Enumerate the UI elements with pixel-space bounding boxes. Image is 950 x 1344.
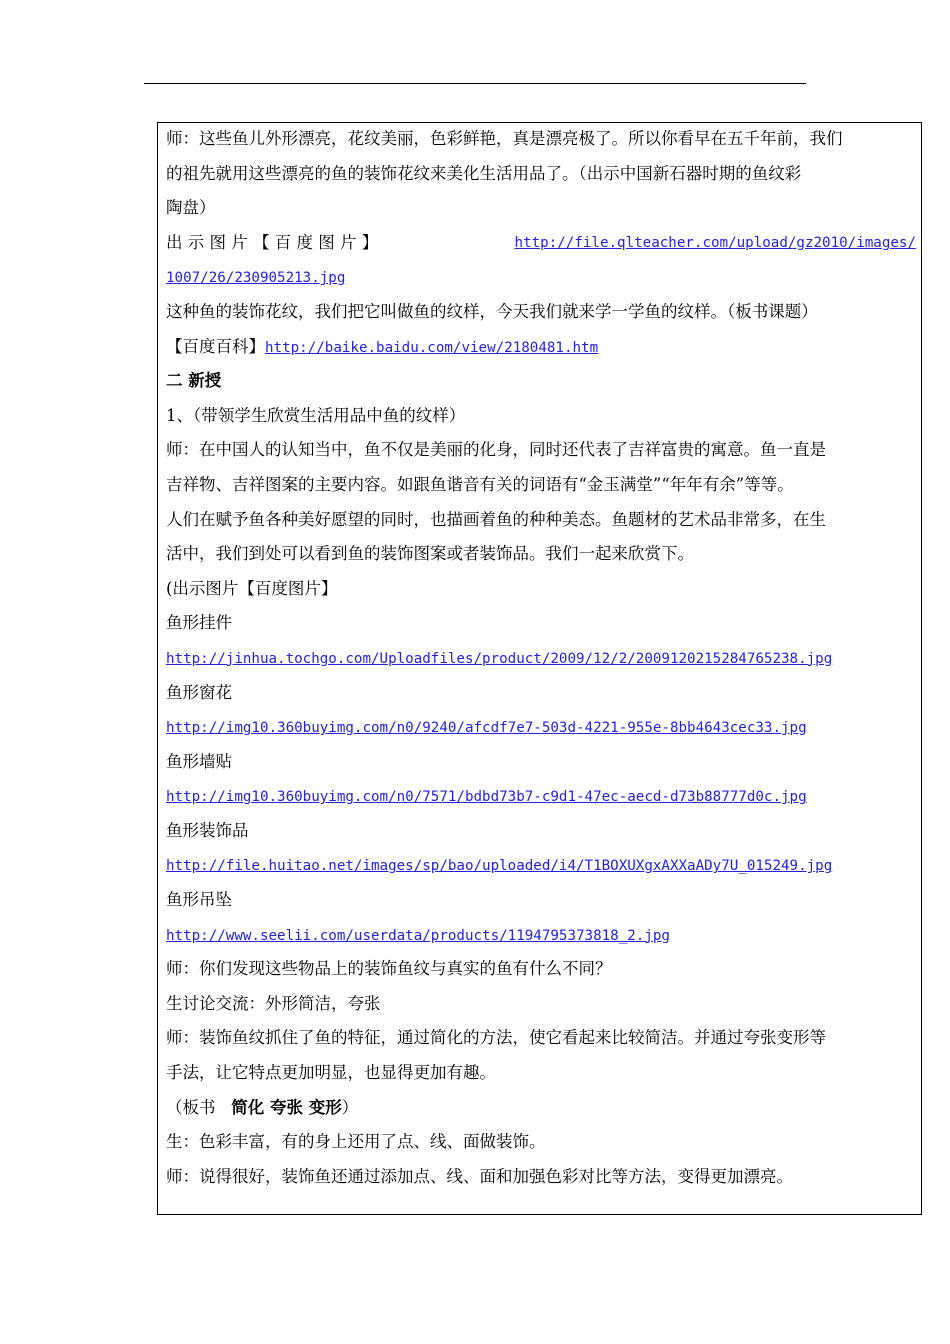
image-source-line [166,226,916,261]
link-fish-charm[interactable]: http://www.seelii.com/userdata/products/1194795373818_2.jpg [166,927,670,944]
baike-label: 【百度百科】 [166,336,265,356]
link-qlteacher-image[interactable]: http://file.qlteacher.com/upload/gz2010/images/ [514,234,916,251]
link-line [166,710,916,745]
item-label: 鱼形挂件 [166,613,232,633]
item-label: 鱼形窗花 [166,682,232,702]
paragraph-line: 师：装饰鱼纹抓住了鱼的特征，通过简化的方法，使它看起来比较简洁。并通过夸张变形等 [166,1028,826,1048]
paragraph-line: 师：你们发现这些物品上的装饰鱼纹与真实的鱼有什么不同？ [166,959,612,979]
link-fish-pendant[interactable]: http://jinhua.tochgo.com/Uploadfiles/product/2009/12/2/2009120215284765238.jpg [166,650,833,667]
document-body [166,122,916,1194]
paragraph-line: 师：说得很好，装饰鱼还通过添加点、线、面和加强色彩对比等方法，变得更加漂亮。 [166,1166,793,1186]
link-fish-decoration[interactable]: http://file.huitao.net/images/sp/bao/uploaded/i4/T1BOXUXgxAXXaADy7U_015249.jpg [166,858,833,875]
board-note-open: （板书 [166,1097,216,1117]
paragraph-line: 吉祥物、吉祥图案的主要内容。如跟鱼谐音有关的词语有“金玉满堂”“年年有余”等等。 [166,474,794,494]
link-line [166,918,916,953]
image-source-label: 出 示 图 片 【 百 度 图 片 】 [166,232,379,252]
paragraph-line: 师：在中国人的认知当中，鱼不仅是美丽的化身，同时还代表了吉祥富贵的寓意。鱼一直是 [166,440,826,460]
header-rule [144,83,806,84]
paragraph-line: 的祖先就用这些漂亮的鱼的装饰花纹来美化生活用品了。（出示中国新石器时期的鱼纹彩 [166,163,802,183]
paragraph-line: 活中，我们到处可以看到鱼的装饰图案或者装饰品。我们一起来欣赏下。 [166,544,694,564]
paragraph-line: 陶盘） [166,198,216,218]
baike-line [166,330,916,365]
board-note-close: ） [341,1097,359,1117]
board-note-keywords: 简化 夸张 变形 [231,1097,342,1117]
paragraph-line: 师：这些鱼儿外形漂亮，花纹美丽，色彩鲜艳，真是漂亮极了。所以你看早在五千年前，我们 [166,129,843,148]
link-line [166,260,916,295]
link-qlteacher-image-cont[interactable]: 1007/26/230905213.jpg [166,270,346,287]
paragraph-line: 这种鱼的装饰花纹，我们把它叫做鱼的纹样，今天我们就来学一学鱼的纹样。（板书课题） [166,301,818,321]
link-line [166,641,916,676]
paragraph-line: 生讨论交流：外形简洁，夸张 [166,993,381,1013]
paragraph-line: 生：色彩丰富，有的身上还用了点、线、面做装饰。 [166,1132,546,1152]
section-heading: 二 新授 [166,371,222,391]
paragraph-line: 手法，让它特点更加明显，也显得更加有趣。 [166,1063,496,1083]
paragraph-line: (出示图片【百度图片】 [166,578,338,598]
link-fish-wall-sticker[interactable]: http://img10.360buyimg.com/n0/7571/bdbd73b7-c9d1-47ec-aecd-d73b88777d0c.jpg [166,789,807,806]
link-line [166,848,916,883]
paragraph-line: 人们在赋予鱼各种美好愿望的同时，也描画着鱼的种种美态。鱼题材的艺术品非常多，在生 [166,509,826,529]
item-label: 鱼形吊坠 [166,890,232,910]
paragraph-line: 1、（带领学生欣赏生活用品中鱼的纹样） [166,405,466,425]
link-fish-window-flower[interactable]: http://img10.360buyimg.com/n0/9240/afcdf7e7-503d-4221-955e-8bb4643cec33.jpg [166,720,807,737]
link-baike[interactable]: http://baike.baidu.com/view/2180481.htm [265,339,599,356]
link-line [166,779,916,814]
item-label: 鱼形墙贴 [166,751,232,771]
board-note-line [166,1091,916,1126]
item-label: 鱼形装饰品 [166,820,249,840]
